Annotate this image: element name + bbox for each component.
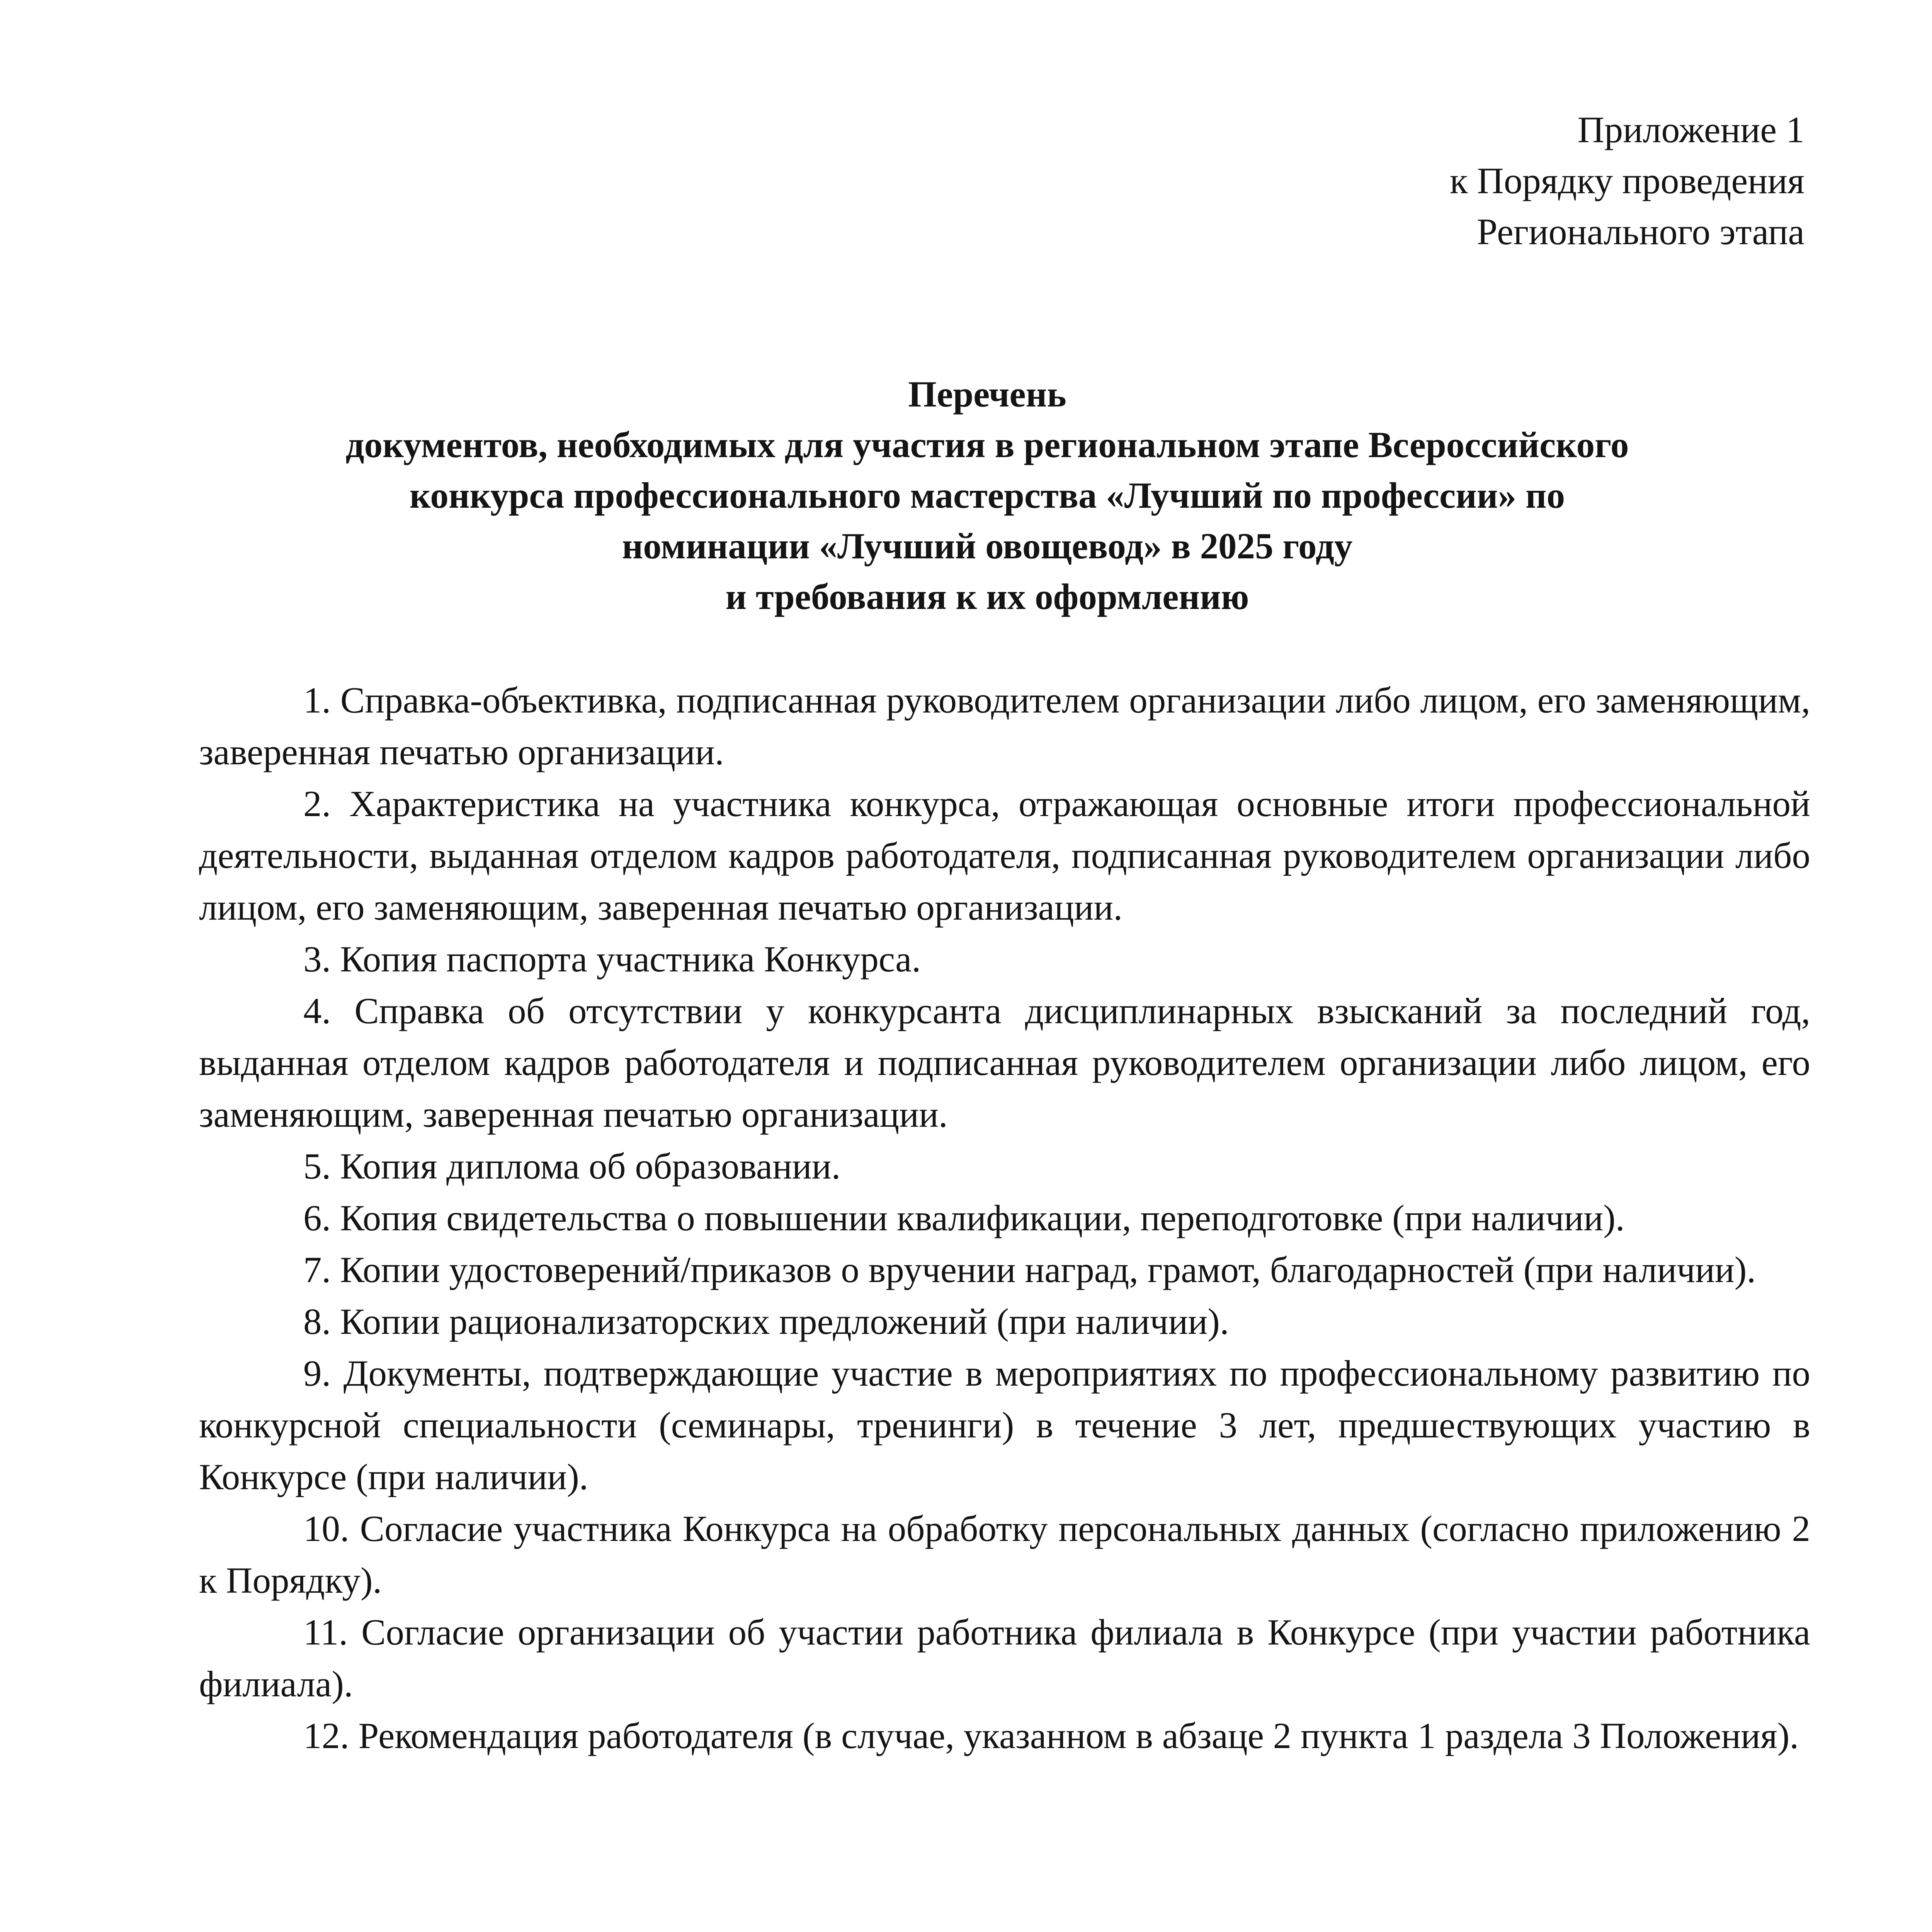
title-line-1: Перечень (908, 374, 1066, 415)
documents-list (199, 674, 1810, 1762)
list-item: 10. Согласие участника Конкурса на обработку персональных данных (согласно приложению 2 к Порядку). (199, 1508, 1810, 1601)
annex-header (1450, 104, 1804, 257)
annex-line-3: Регионального этапа (1476, 211, 1804, 252)
list-item: 11. Согласие организации об участии работника филиала в Конкурсе (при участии работника филиала). (199, 1612, 1811, 1704)
title-line-4: номинации «Лучший овощевод» в 2025 году (622, 526, 1353, 566)
list-item: 9. Документы, подтверждающие участие в мероприятиях по профессиональному развитию по конкурсной специальности (семинары, тренинги) в течение 3 лет, предшествующих участию в Конкурсе (при наличии). (199, 1353, 1810, 1497)
list-item: 7. Копии удостоверений/приказов о вручении наград, грамот, благодарностей (при наличии). (303, 1249, 1756, 1290)
title-line-5: и требования к их оформлению (725, 576, 1249, 617)
list-item: 6. Копия свидетельства о повышении квалификации, переподготовке (при наличии). (303, 1197, 1625, 1238)
title-line-2: документов, необходимых для участия в региональном этапе Всероссийского (345, 424, 1629, 465)
list-item: 1. Справка-объективка, подписанная руководителем организации либо лицом, его заменяющим, заверенная печатью организации. (199, 680, 1811, 772)
title-line-3: конкурса профессионального мастерства «Лучший по профессии» по (409, 475, 1565, 516)
list-item: 5. Копия диплома об образовании. (303, 1146, 841, 1187)
list-item: 4. Справка об отсутствии у конкурсанта дисциплинарных взысканий за последний год, выданная отделом кадров работодателя и подписанная руководителем организации либо лицом, его заменяющим, заверенная печатью организации. (199, 990, 1810, 1135)
list-item: 8. Копии рационализаторских предложений (при наличии). (303, 1301, 1229, 1342)
annex-line-1: Приложение 1 (1577, 109, 1804, 150)
annex-line-2: к Порядку проведения (1449, 160, 1804, 201)
list-item: 2. Характеристика на участника конкурса, отражающая основные итоги профессиональной деятельности, выданная отделом кадров работодателя, подписанная руководителем организации либо лицом, его заменяющим, заверенная печатью организации. (199, 783, 1810, 928)
list-item: 3. Копия паспорта участника Конкурса. (303, 939, 921, 980)
document-title (166, 369, 1808, 622)
list-item: 12. Рекомендация работодателя (в случае, указанном в абзаце 2 пункта 1 раздела 3 Положения). (303, 1715, 1799, 1756)
